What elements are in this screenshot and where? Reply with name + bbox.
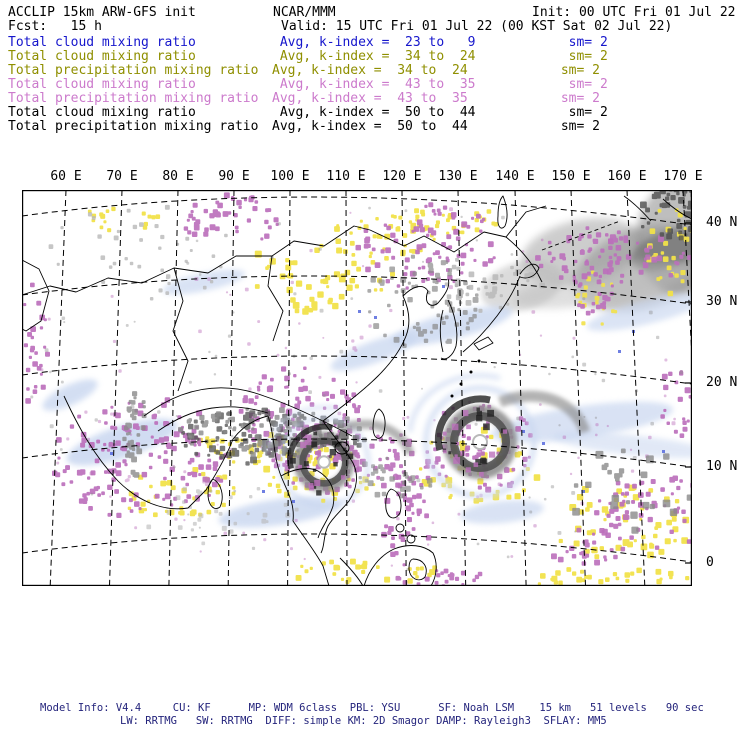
lon-tick-label: 170 E <box>663 169 703 184</box>
lon-tick-label: 110 E <box>326 169 366 184</box>
lon-tick-label: 160 E <box>607 169 647 184</box>
init-time: Init: 00 UTC Fri 01 Jul 22 <box>532 5 736 20</box>
legend-sm-value: sm= 2 <box>553 35 608 50</box>
legend-field-label: Total precipitation mixing ratio <box>8 63 259 78</box>
model-info-line2: LW: RRTMG SW: RRTMG DIFF: simple KM: 2D Smagor DAMP: Rayleigh3 SFLAY: MM5 <box>120 715 607 727</box>
legend-field-label: Total cloud mixing ratio <box>8 49 196 64</box>
lat-tick-label: 0 <box>706 555 714 570</box>
legend-field-label: Total precipitation mixing ratio <box>8 119 259 134</box>
center-label: NCAR/MMM <box>273 5 336 20</box>
legend-field-label: Total cloud mixing ratio <box>8 105 196 120</box>
plot-title: ACCLIP 15km ARW-GFS init <box>8 5 196 20</box>
legend-field-label: Total cloud mixing ratio <box>8 77 196 92</box>
legend-field-label: Total precipitation mixing ratio <box>8 91 259 106</box>
legend-sm-value: sm= 2 <box>553 77 608 92</box>
legend-sm-value: sm= 2 <box>553 63 600 78</box>
legend-field-label: Total cloud mixing ratio <box>8 35 196 50</box>
map-svg <box>22 190 692 586</box>
lon-tick-label: 150 E <box>551 169 591 184</box>
legend-sm-value: sm= 2 <box>553 91 600 106</box>
lat-tick-label: 20 N <box>706 375 738 390</box>
lon-tick-label: 80 E <box>162 169 194 184</box>
lat-tick-label: 40 N <box>706 215 738 230</box>
lon-tick-label: 130 E <box>438 169 478 184</box>
legend-kindex-value: Avg, k-index = 43 to 35 <box>272 77 476 92</box>
valid-time: Valid: 15 UTC Fri 01 Jul 22 (00 KST Sat 02 Jul 22) <box>281 19 673 34</box>
legend-kindex-value: Avg, k-index = 50 to 44 <box>272 105 476 120</box>
lon-tick-label: 90 E <box>218 169 250 184</box>
legend-sm-value: sm= 2 <box>553 119 600 134</box>
lon-tick-label: 140 E <box>495 169 535 184</box>
map-canvas <box>22 190 692 586</box>
legend-kindex-value: Avg, k-index = 34 to 24 <box>272 63 468 78</box>
forecast-hour: Fcst: 15 h <box>8 19 102 34</box>
legend-sm-value: sm= 2 <box>553 105 608 120</box>
lon-tick-label: 60 E <box>50 169 82 184</box>
legend-kindex-value: Avg, k-index = 43 to 35 <box>272 91 468 106</box>
legend-sm-value: sm= 2 <box>553 49 608 64</box>
legend-kindex-value: Avg, k-index = 34 to 24 <box>272 49 476 64</box>
lat-tick-label: 10 N <box>706 459 738 474</box>
lat-tick-label: 30 N <box>706 294 738 309</box>
lon-tick-label: 70 E <box>106 169 138 184</box>
lon-tick-label: 100 E <box>270 169 310 184</box>
lon-tick-label: 120 E <box>382 169 422 184</box>
legend-kindex-value: Avg, k-index = 50 to 44 <box>272 119 468 134</box>
model-info-line1: Model Info: V4.4 CU: KF MP: WDM 6class PBL: YSU SF: Noah LSM 15 km 51 levels 90 sec <box>40 702 704 714</box>
legend-kindex-value: Avg, k-index = 23 to 9 <box>272 35 476 50</box>
